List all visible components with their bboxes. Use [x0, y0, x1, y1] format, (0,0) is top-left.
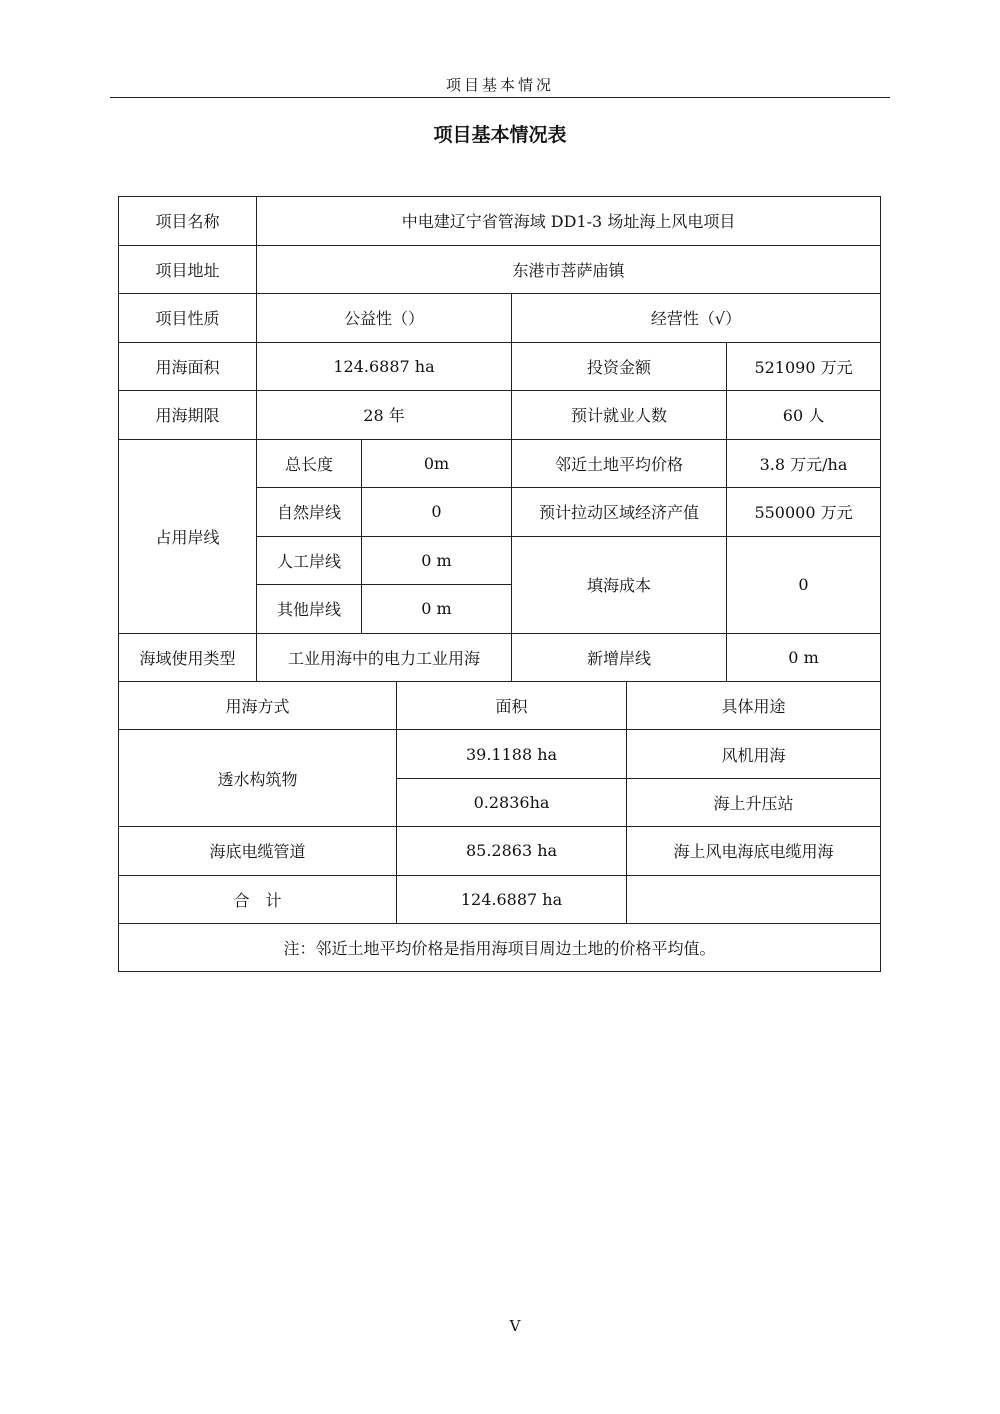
jobs-label: 预计就业人数 [512, 391, 727, 440]
total-length-value: 0m [362, 439, 512, 488]
artificial-shore-value: 0 m [362, 536, 512, 585]
artificial-shore-label: 人工岸线 [257, 536, 362, 585]
total-label: 合 计 [119, 875, 397, 923]
term-value: 28 年 [257, 391, 512, 440]
project-name-value: 中电建辽宁省管海域 DD1-3 场址海上风电项目 [257, 197, 881, 246]
reclamation-cost-value: 0 [727, 536, 881, 633]
header-rule [110, 97, 890, 98]
project-nature-label: 项目性质 [119, 294, 257, 343]
table-cell: 39.1188 ha [397, 730, 627, 778]
cable-purpose: 海上风电海底电缆用海 [627, 827, 881, 875]
table-note: 注：邻近土地平均价格是指用海项目周边土地的价格平均值。 [119, 923, 881, 971]
sea-use-type-label: 海域使用类型 [119, 633, 257, 682]
new-shoreline-value: 0 m [727, 633, 881, 682]
usage-header-method: 用海方式 [119, 682, 397, 730]
usage-header-area: 面积 [397, 682, 627, 730]
nature-commercial: 经营性（√） [512, 294, 881, 343]
page-number: V [509, 1317, 521, 1335]
land-price-value: 3.8 万元/ha [727, 439, 881, 488]
other-shore-label: 其他岸线 [257, 585, 362, 634]
other-shore-value: 0 m [362, 585, 512, 634]
nature-public: 公益性（） [257, 294, 512, 343]
investment-label: 投资金额 [512, 342, 727, 391]
sea-area-value: 124.6887 ha [257, 342, 512, 391]
cable-label: 海底电缆管道 [119, 827, 397, 875]
project-name-label: 项目名称 [119, 197, 257, 246]
running-header: 项目基本情况 [445, 76, 554, 94]
shoreline-label: 占用岸线 [119, 439, 257, 633]
project-info-table [118, 196, 881, 682]
permeable-structure-label: 透水构筑物 [119, 730, 397, 827]
reclamation-cost-label: 填海成本 [512, 536, 727, 633]
project-address-value: 东港市菩萨庙镇 [257, 245, 881, 294]
sea-use-type-value: 工业用海中的电力工业用海 [257, 633, 512, 682]
natural-shore-label: 自然岸线 [257, 488, 362, 537]
sea-area-label: 用海面积 [119, 342, 257, 391]
table-cell: 风机用海 [627, 730, 881, 778]
investment-value: 521090 万元 [727, 342, 881, 391]
total-length-label: 总长度 [257, 439, 362, 488]
economic-output-value: 550000 万元 [727, 488, 881, 537]
term-label: 用海期限 [119, 391, 257, 440]
new-shoreline-label: 新增岸线 [512, 633, 727, 682]
natural-shore-value: 0 [362, 488, 512, 537]
total-purpose [627, 875, 881, 923]
jobs-value: 60 人 [727, 391, 881, 440]
total-area: 124.6887 ha [397, 875, 627, 923]
economic-output-label: 预计拉动区域经济产值 [512, 488, 727, 537]
usage-header-purpose: 具体用途 [627, 682, 881, 730]
table-cell: 0.2836ha [397, 778, 627, 826]
table-title: 项目基本情况表 [433, 124, 567, 146]
sea-usage-table [118, 681, 881, 972]
land-price-label: 邻近土地平均价格 [512, 439, 727, 488]
cable-area: 85.2863 ha [397, 827, 627, 875]
project-address-label: 项目地址 [119, 245, 257, 294]
table-cell: 海上升压站 [627, 778, 881, 826]
